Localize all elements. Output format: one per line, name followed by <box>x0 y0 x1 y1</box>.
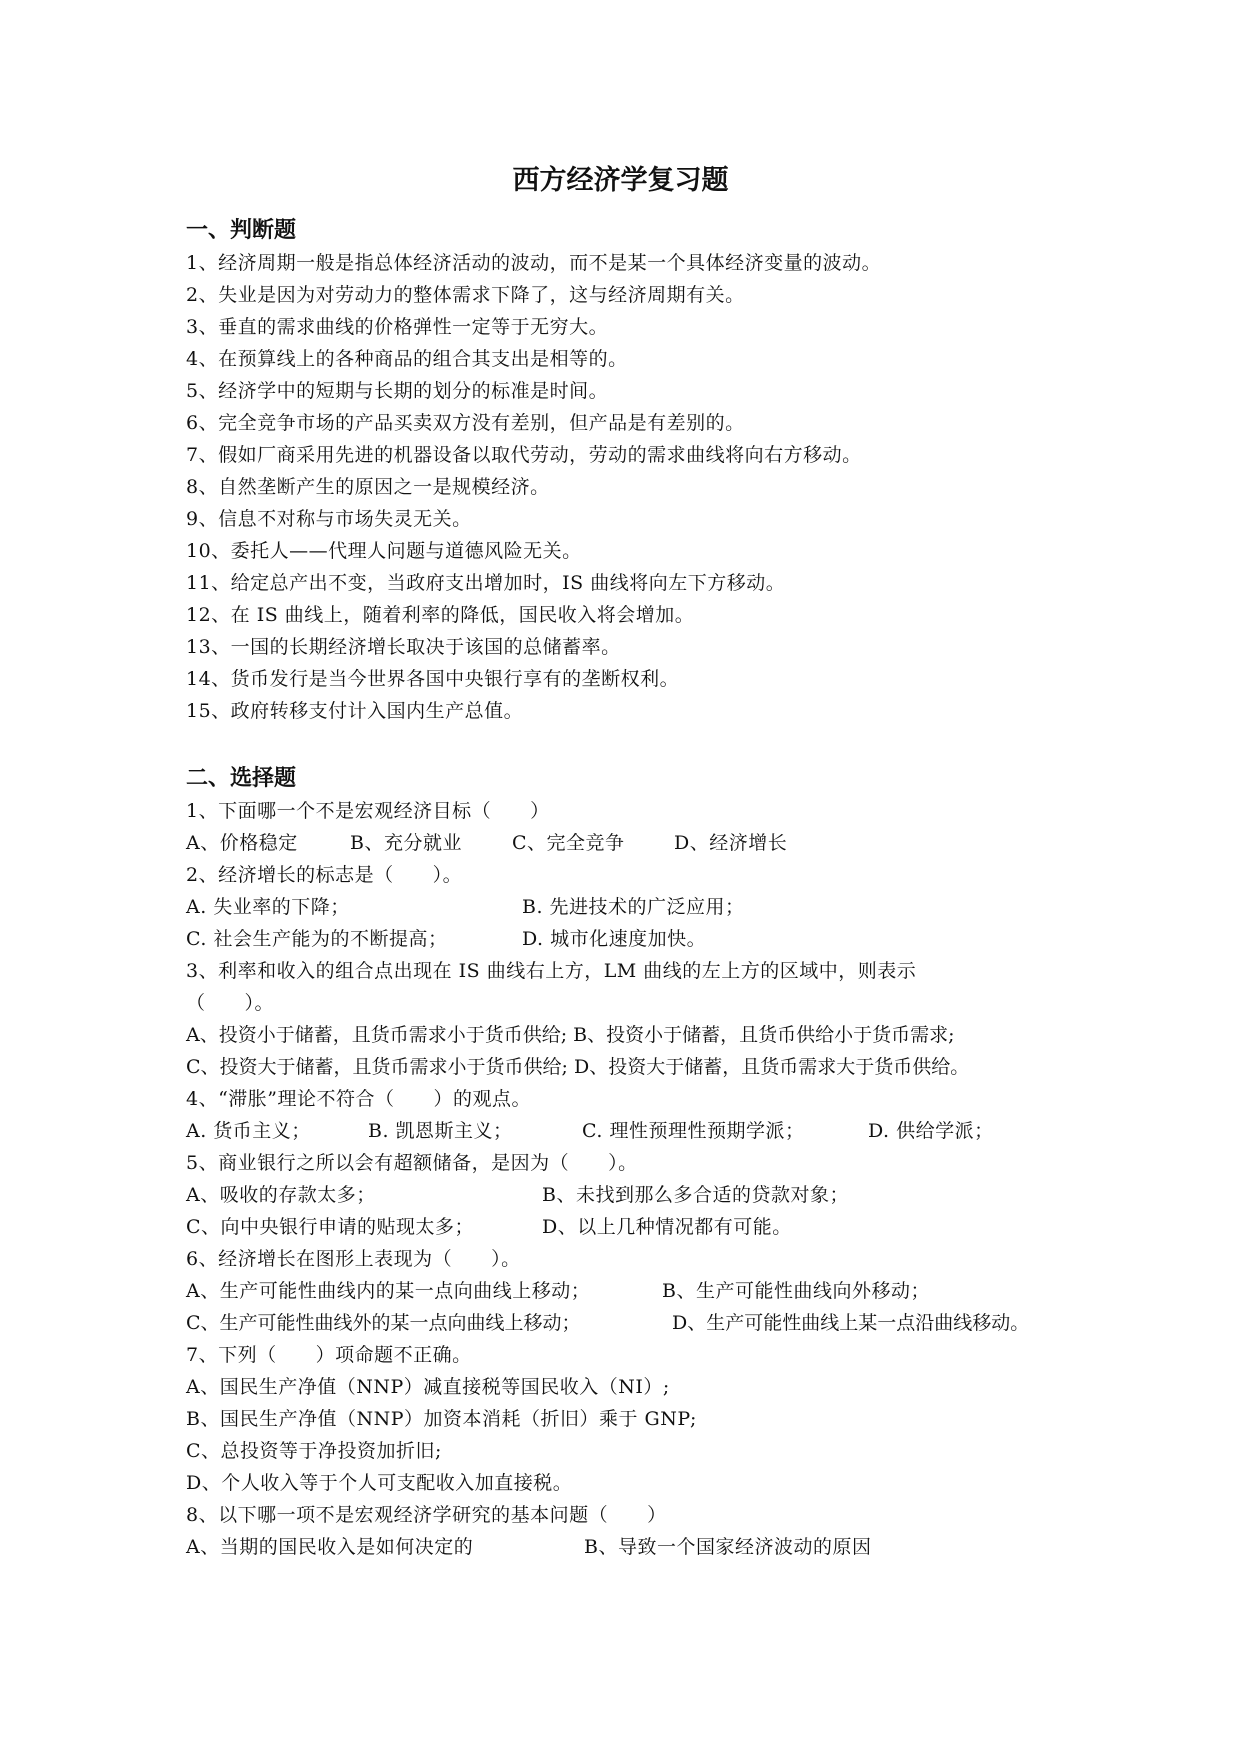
mc-q8-stem: 8、以下哪一项不是宏观经济学研究的基本问题（ ） <box>186 1504 667 1526</box>
mc-q2-option-c: C. 社会生产能为的不断提高； <box>186 928 448 950</box>
tf-item-7: 7、假如厂商采用先进的机器设备以取代劳动，劳动的需求曲线将向右方移动。 <box>186 444 862 466</box>
mc-q7-option-b: B、国民生产净值（NNP）加资本消耗（折旧）乘于 GNP; <box>186 1408 697 1430</box>
tf-item-3: 3、垂直的需求曲线的价格弹性一定等于无穷大。 <box>186 316 609 338</box>
mc-q1-option-d: D、经济增长 <box>674 832 788 854</box>
section-heading-multiple-choice: 二、选择题 <box>186 766 297 791</box>
mc-q7-option-c: C、总投资等于净投资加折旧; <box>186 1440 442 1462</box>
mc-q5-option-d: D、以上几种情况都有可能。 <box>542 1216 792 1238</box>
tf-item-9: 9、信息不对称与市场失灵无关。 <box>186 508 472 530</box>
mc-q4-stem: 4、“滞胀”理论不符合（ ）的观点。 <box>186 1088 532 1110</box>
mc-q2-stem: 2、经济增长的标志是（ ）。 <box>186 864 463 886</box>
mc-q6-option-b: B、生产可能性曲线向外移动； <box>662 1280 930 1302</box>
tf-item-12: 12、在 IS 曲线上，随着利率的降低，国民收入将会增加。 <box>186 604 695 626</box>
mc-q6-options-ab <box>186 1277 1086 1305</box>
mc-q1-options <box>186 829 1086 857</box>
mc-q2-option-d: D. 城市化速度加快。 <box>522 928 707 950</box>
mc-q3-stem-continued: （ ）。 <box>186 992 275 1014</box>
tf-item-14: 14、货币发行是当今世界各国中央银行享有的垄断权利。 <box>186 668 680 690</box>
tf-item-15: 15、政府转移支付计入国内生产总值。 <box>186 700 524 722</box>
tf-item-8: 8、自然垄断产生的原因之一是规模经济。 <box>186 476 550 498</box>
mc-q4-options <box>186 1117 1086 1145</box>
mc-q3-options-ab: A、投资小于储蓄，且货币需求小于货币供给; B、投资小于储蓄，且货币供给小于货币需求; <box>186 1024 955 1046</box>
tf-item-13: 13、一国的长期经济增长取决于该国的总储蓄率。 <box>186 636 621 658</box>
mc-q4-option-c: C. 理性预理性预期学派； <box>582 1120 805 1142</box>
mc-q5-option-a: A、吸收的存款太多； <box>186 1184 376 1206</box>
mc-q1-option-b: B、充分就业 <box>350 832 462 854</box>
tf-item-10: 10、委托人——代理人问题与道德风险无关。 <box>186 540 582 562</box>
mc-q4-option-a: A. 货币主义； <box>186 1120 311 1142</box>
mc-q1-option-a: A、价格稳定 <box>186 832 298 854</box>
mc-q5-stem: 5、商业银行之所以会有超额储备，是因为（ ）。 <box>186 1152 638 1174</box>
mc-q7-option-d: D、个人收入等于个人可支配收入加直接税。 <box>186 1472 573 1494</box>
mc-q5-options-cd <box>186 1213 1086 1241</box>
section-heading-true-false: 一、判断题 <box>186 218 297 243</box>
mc-q6-option-a: A、生产可能性曲线内的某一点向曲线上移动； <box>186 1280 591 1302</box>
mc-q2-options-ab <box>186 893 1086 921</box>
mc-q4-option-d: D. 供给学派； <box>868 1120 994 1142</box>
document-title: 西方经济学复习题 <box>512 165 729 196</box>
mc-q4-option-b: B. 凯恩斯主义； <box>368 1120 513 1142</box>
mc-q8-options <box>186 1533 1086 1561</box>
mc-q1-stem: 1、下面哪一个不是宏观经济目标（ ） <box>186 800 550 822</box>
mc-q6-options-cd <box>186 1309 1086 1337</box>
mc-q2-option-a: A. 失业率的下降； <box>186 896 350 918</box>
tf-item-11: 11、给定总产出不变，当政府支出增加时，IS 曲线将向左下方移动。 <box>186 572 786 594</box>
mc-q3-stem: 3、利率和收入的组合点出现在 IS 曲线右上方，LM 曲线的左上方的区域中，则表示 <box>186 960 917 982</box>
mc-q5-options-ab <box>186 1181 1086 1209</box>
mc-q8-option-a: A、当期的国民收入是如何决定的 <box>186 1536 474 1558</box>
mc-q5-option-b: B、未找到那么多合适的贷款对象； <box>542 1184 849 1206</box>
mc-q1-option-c: C、完全竞争 <box>512 832 625 854</box>
mc-q6-option-d: D、生产可能性曲线上某一点沿曲线移动。 <box>672 1312 1030 1334</box>
mc-q2-options-cd <box>186 925 1086 953</box>
tf-item-5: 5、经济学中的短期与长期的划分的标准是时间。 <box>186 380 609 402</box>
tf-item-4: 4、在预算线上的各种商品的组合其支出是相等的。 <box>186 348 628 370</box>
mc-q7-option-a: A、国民生产净值（NNP）减直接税等国民收入（NI）; <box>186 1376 670 1398</box>
mc-q2-option-b: B. 先进技术的广泛应用； <box>522 896 745 918</box>
mc-q8-option-b: B、导致一个国家经济波动的原因 <box>584 1536 872 1558</box>
tf-item-2: 2、失业是因为对劳动力的整体需求下降了，这与经济周期有关。 <box>186 284 745 306</box>
tf-item-6: 6、完全竞争市场的产品买卖双方没有差别，但产品是有差别的。 <box>186 412 745 434</box>
mc-q7-stem: 7、下列（ ）项命题不正确。 <box>186 1344 472 1366</box>
mc-q5-option-c: C、向中央银行申请的贴现太多； <box>186 1216 475 1238</box>
mc-q6-option-c: C、生产可能性曲线外的某一点向曲线上移动； <box>186 1312 581 1334</box>
tf-item-1: 1、经济周期一般是指总体经济活动的波动，而不是某一个具体经济变量的波动。 <box>186 252 882 274</box>
mc-q3-options-cd: C、投资大于储蓄，且货币需求小于货币供给; D、投资大于储蓄，且货币需求大于货币供给。 <box>186 1056 970 1078</box>
mc-q6-stem: 6、经济增长在图形上表现为（ ）。 <box>186 1248 521 1270</box>
